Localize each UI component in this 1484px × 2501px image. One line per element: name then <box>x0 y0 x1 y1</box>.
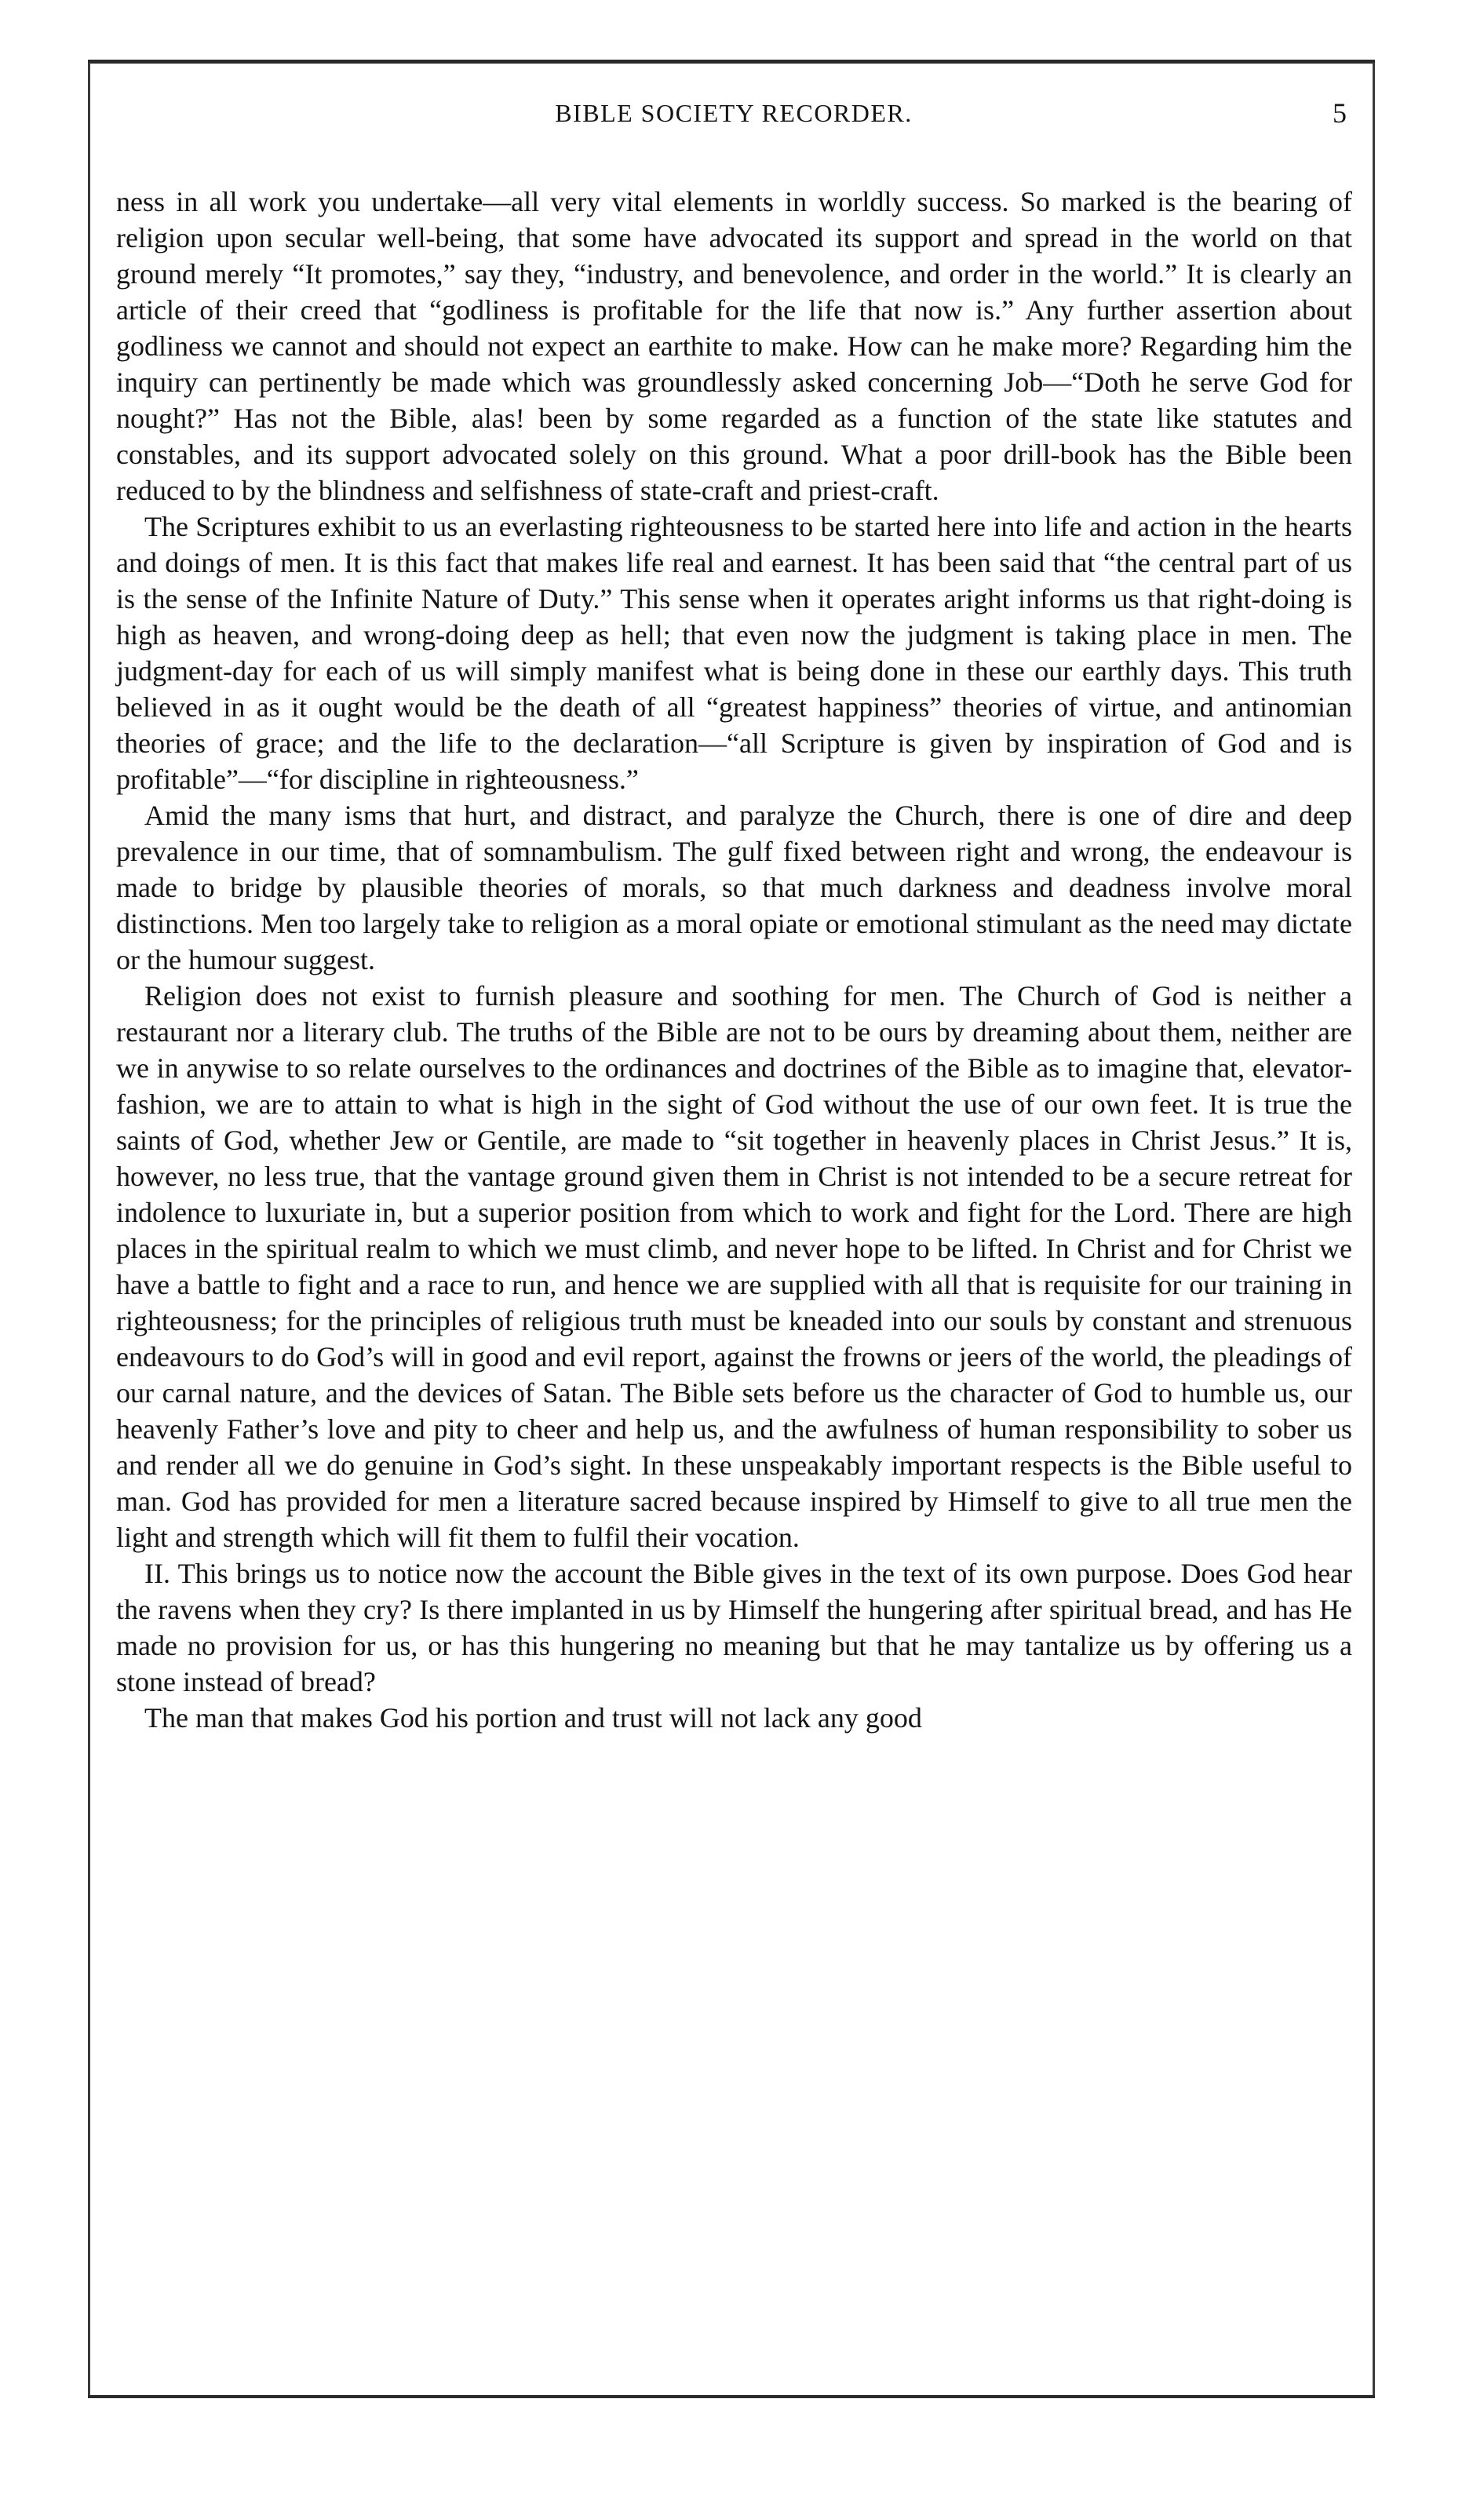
page-number: 5 <box>1333 97 1347 129</box>
paragraph-2: The Scriptures exhibit to us an everlasting righteousness to be started here into life and action in the hearts and doings of men. It is this fact that makes life real and earnest. It has been said that “the central part of us is the sense of the Infinite Nature of Duty.” This sense when it operates aright informs us that right-doing is high as heaven, and wrong-doing deep as hell; that even now the judgment is taking place in men. The judgment-day for each of us will simply manifest what is being done in these our earthly days. This truth believed in as it ought would be the death of all “greatest happiness” theories of virtue, and antinomian theories of grace; and the life to the declaration—“all Scripture is given by inspiration of God and is profitable”—“for discipline in righteousness.” <box>116 511 1352 795</box>
paragraph-5: II. This brings us to notice now the account the Bible gives in the text of its own purpose. Does God hear the ravens when they cry? Is there implanted in us by Himself the hungering after spiritual bread, and has He made no provision for us, or has this hungering no meaning but that he may tantalize us by offering us a stone instead of bread? <box>116 1558 1352 1697</box>
paragraph-1: ness in all work you undertake—all very vital elements in worldly success. So marked is the bearing of religion upon secular well-being, that some have advocated its support and spread in the world on that ground merely “It promotes,” say they, “industry, and benevolence, and order in the world.” It is clearly an article of their creed that “godliness is profitable for the life that now is.” Any further assertion about godliness we cannot and should not expect an earthite to make. How can he make more? Regarding him the inquiry can pertinently be made which was groundlessly asked concerning Job—“Doth he serve God for nought?” Has not the Bible, alas! been by some regarded as a function of the state like statutes and constables, and its support advocated solely on this ground. What a poor drill-book has the Bible been reduced to by the blindness and selfishness of state-craft and priest-craft. <box>116 186 1352 506</box>
article-body <box>116 184 1352 1736</box>
right-border-rule <box>1373 63 1375 2397</box>
top-border-rule <box>88 60 1375 64</box>
bottom-border-rule <box>88 2395 1375 2398</box>
paragraph-6: The man that makes God his portion and trust will not lack any good <box>144 1702 922 1734</box>
page-header <box>118 96 1350 143</box>
running-title: BIBLE SOCIETY RECORDER. <box>555 99 913 127</box>
left-border-rule <box>88 63 90 2397</box>
paragraph-4: Religion does not exist to furnish pleasure and soothing for men. The Church of God is neither a restaurant nor a literary club. The truths of the Bible are not to be ours by dreaming about them, neither are we in anywise to so relate ourselves to the ordinances and doctrines of the Bible as to imagine that, elevator-fashion, we are to attain to what is high in the sight of God without the use of our own feet. It is true the saints of God, whether Jew or Gentile, are made to “sit together in heavenly places in Christ Jesus.” It is, however, no less true, that the vantage ground given them in Christ is not intended to be a secure retreat for indolence to luxuriate in, but a superior position from which to work and fight for the Lord. There are high places in the spiritual realm to which we must climb, and never hope to be lifted. In Christ and for Christ we have a battle to fight and a race to run, and hence we are supplied with all that is requisite for our training in righteousness; for the principles of religious truth must be kneaded into our souls by constant and strenuous endeavours to do God’s will in good and evil report, against the frowns or jeers of the world, the pleadings of our carnal nature, and the devices of Satan. The Bible sets before us the character of God to humble us, our heavenly Father’s love and pity to cheer and help us, and the awfulness of human responsibility to sober us and render all we do genuine in God’s sight. In these unspeakably important respects is the Bible useful to man. God has provided for men a literature sacred because inspired by Himself to give to all true men the light and strength which will fit them to fulfil their vocation. <box>116 980 1352 1553</box>
paragraph-3: Amid the many isms that hurt, and distract, and paralyze the Church, there is one of dire and deep prevalence in our time, that of somnambulism. The gulf fixed between right and wrong, the endeavour is made to bridge by plausible theories of morals, so that much darkness and deadness involve moral distinctions. Men too largely take to religion as a moral opiate or emotional stimulant as the need may dictate or the humour suggest. <box>116 800 1352 975</box>
